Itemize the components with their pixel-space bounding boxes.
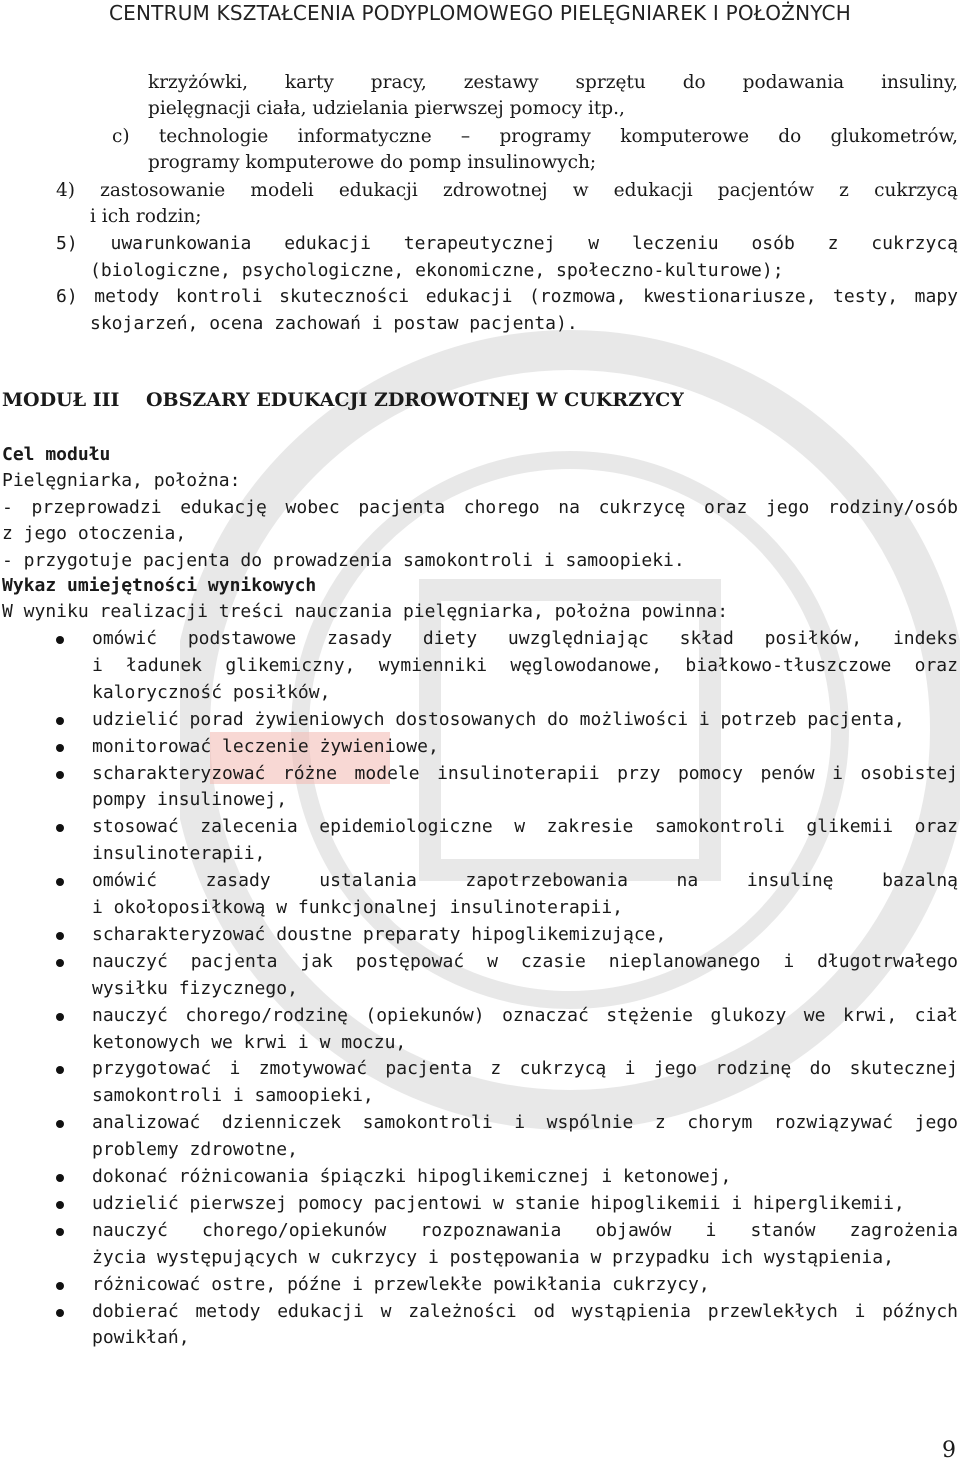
bullet-icon <box>56 1013 64 1021</box>
intro-line: c) technologie informatyczne – programy komputerowe do glukometrów, <box>112 126 958 147</box>
skill-item-line: dokonać różnicowania śpiączki hipoglikemicznej i ketonowej, <box>92 1166 732 1187</box>
skill-item-line: nauczyć pacjenta jak postępować w czasie nieplanowanego i długotrwałego <box>92 950 958 972</box>
goal-line: - przygotuje pacjenta do prowadzenia samokontroli i samoopieki. <box>2 550 685 571</box>
bullet-icon <box>56 824 64 832</box>
skills-intro: W wyniku realizacji treści nauczania pielęgniarka, położna powinna: <box>2 601 729 622</box>
skill-item-line: powikłań, <box>92 1327 190 1349</box>
skill-item-line: samokontroli i samoopieki, <box>92 1085 374 1107</box>
goal-heading: Cel modułu <box>2 444 111 465</box>
module-title: OBSZARY EDUKACJI ZDROWOTNEJ W CUKRZYCY <box>146 389 684 411</box>
bullet-icon <box>56 932 64 940</box>
skill-item-line: scharakteryzować różne modele insulinoterapii przy pomocy penów i osobistej <box>92 762 958 784</box>
skill-item-line: nauczyć chorego/rodzinę (opiekunów) oznaczać stężenie glukozy we krwi, ciał <box>92 1004 958 1026</box>
bullet-icon <box>56 636 64 644</box>
intro-line: 5) uwarunkowania edukacji terapeutycznej w leczeniu osób z cukrzycą <box>56 233 958 254</box>
skill-item-line: omówić zasady ustalania zapotrzebowania na insulinę bazalną <box>92 870 958 892</box>
bullet-icon <box>56 1309 64 1317</box>
skill-item-line: różnicować ostre, późne i przewlekłe powikłania cukrzycy, <box>92 1273 710 1295</box>
skill-item-line: udzielić pierwszej pomocy pacjentowi w stanie hipoglikemii i hiperglikemii, <box>92 1192 905 1214</box>
skill-item-line: kaloryczność posiłków, <box>92 681 331 703</box>
bullet-icon <box>56 959 64 967</box>
skill-item-line: analizować dzienniczek samokontroli i wspólnie z chorym rozwiązywać jego <box>92 1112 958 1134</box>
intro-line: i ich rodzin; <box>90 206 202 227</box>
bullet-icon <box>56 878 64 886</box>
goal-intro: Pielęgniarka, położna: <box>2 470 241 491</box>
bullet-icon <box>56 1201 64 1209</box>
bullet-icon <box>56 717 64 725</box>
skill-item-line: i okołoposiłkową w funkcjonalnej insulinoterapii, <box>92 897 624 918</box>
intro-line: 6) metody kontroli skuteczności edukacji (rozmowa, kwestionariusze, testy, mapy <box>56 286 958 307</box>
skill-item-line: omówić podstawowe zasady diety uwzględniając skład posiłków, indeks <box>92 628 958 649</box>
skill-item-line: monitorować leczenie żywieniowe, <box>92 735 439 757</box>
bullet-icon <box>56 1228 64 1236</box>
bullet-icon <box>56 1066 64 1074</box>
skill-item-line: życia występujących w cukrzycy i postępowania w przypadku ich wystąpienia, <box>92 1246 894 1268</box>
skill-item-line: i ładunek glikemiczny, wymienniki węglowodanowe, białkowo-tłuszczowe oraz <box>92 654 958 676</box>
bullet-icon <box>56 771 64 779</box>
skill-item-line: insulinoterapii, <box>92 843 266 865</box>
intro-line: krzyżówki, karty pracy, zestawy sprzętu do podawania insuliny, <box>148 72 958 93</box>
goal-line: z jego otoczenia, <box>2 523 187 544</box>
skill-item-line: scharakteryzować doustne preparaty hipoglikemizujące, <box>92 923 667 945</box>
skill-item-line: udzielić porad żywieniowych dostosowanych do możliwości i potrzeb pacjenta, <box>92 708 905 730</box>
skill-item-line: stosować zalecenia epidemiologiczne w zakresie samokontroli glikemii oraz <box>92 816 958 838</box>
bullet-icon <box>56 744 64 752</box>
bullet-icon <box>56 1174 64 1182</box>
skills-heading: Wykaz umiejętności wynikowych <box>2 575 317 596</box>
module-label: MODUŁ III <box>2 389 120 411</box>
skill-item-line: problemy zdrowotne, <box>92 1139 298 1161</box>
bullet-icon <box>56 1282 64 1290</box>
skill-item-line: nauczyć chorego/opiekunów rozpoznawania objawów i stanów zagrożenia <box>92 1219 958 1241</box>
goal-line: - przeprowadzi edukację wobec pacjenta chorego na cukrzycę oraz jego rodziny/osób <box>2 497 958 518</box>
intro-line: pielęgnacji ciała, udzielania pierwszej pomocy itp., <box>148 98 625 119</box>
intro-line: (biologiczne, psychologiczne, ekonomiczne, społeczno-kulturowe); <box>90 260 784 281</box>
page-header: CENTRUM KSZTAŁCENIA PODYPLOMOWEGO PIELĘGNIAREK I POŁOŻNYCH <box>109 1 851 25</box>
skill-item-line: dobierać metody edukacji w zależności od wystąpienia przewlekłych i późnych <box>92 1300 958 1322</box>
skill-item-line: przygotować i zmotywować pacjenta z cukrzycą i jego rodzinę do skutecznej <box>92 1058 958 1080</box>
bullet-icon <box>56 1120 64 1128</box>
skill-item-line: pompy insulinowej, <box>92 789 288 811</box>
skill-item-line: wysiłku fizycznego, <box>92 977 298 999</box>
skill-item-line: ketonowych we krwi i w moczu, <box>92 1031 407 1053</box>
intro-line: skojarzeń, ocena zachowań i postaw pacjenta). <box>90 313 578 334</box>
page-number: 9 <box>942 1438 956 1463</box>
intro-line: 4) zastosowanie modeli edukacji zdrowotnej w edukacji pacjentów z cukrzycą <box>56 180 958 201</box>
intro-line: programy komputerowe do pomp insulinowych; <box>148 152 597 173</box>
